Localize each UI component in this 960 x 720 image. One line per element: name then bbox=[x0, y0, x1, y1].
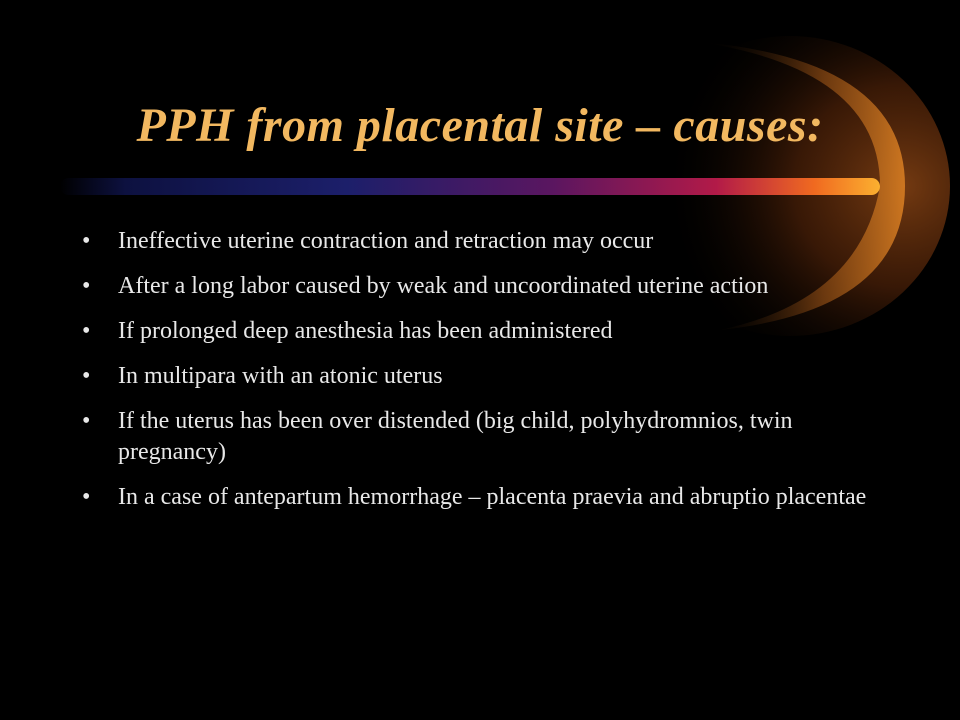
bullet-item bbox=[82, 316, 882, 347]
bullet-item bbox=[82, 361, 882, 392]
bullet-dot: • bbox=[82, 273, 91, 299]
bullet-item bbox=[82, 271, 882, 302]
bullet-dot: • bbox=[82, 318, 91, 344]
bullet-item bbox=[82, 482, 882, 513]
bullet-list bbox=[82, 226, 882, 527]
bullet-dot: • bbox=[82, 228, 91, 254]
accent-bar bbox=[60, 178, 880, 195]
bullet-item bbox=[82, 226, 882, 257]
bullet-text: If prolonged deep anesthesia has been administered bbox=[118, 318, 613, 344]
bullet-text: After a long labor caused by weak and uncoordinated uterine action bbox=[118, 273, 769, 299]
bullet-dot: • bbox=[82, 363, 91, 389]
bullet-text: If the uterus has been over distended (big child, polyhydromnios, twin pregnancy) bbox=[118, 408, 793, 465]
bullet-text: In multipara with an atonic uterus bbox=[118, 363, 443, 389]
bullet-text: Ineffective uterine contraction and retraction may occur bbox=[118, 228, 654, 254]
bullet-dot: • bbox=[82, 484, 91, 510]
bullet-dot: • bbox=[82, 408, 91, 434]
bullet-item bbox=[82, 406, 882, 468]
slide-title: PPH from placental site – causes: bbox=[136, 99, 824, 152]
bullet-text: In a case of antepartum hemorrhage – placenta praevia and abruptio placentae bbox=[118, 484, 867, 510]
